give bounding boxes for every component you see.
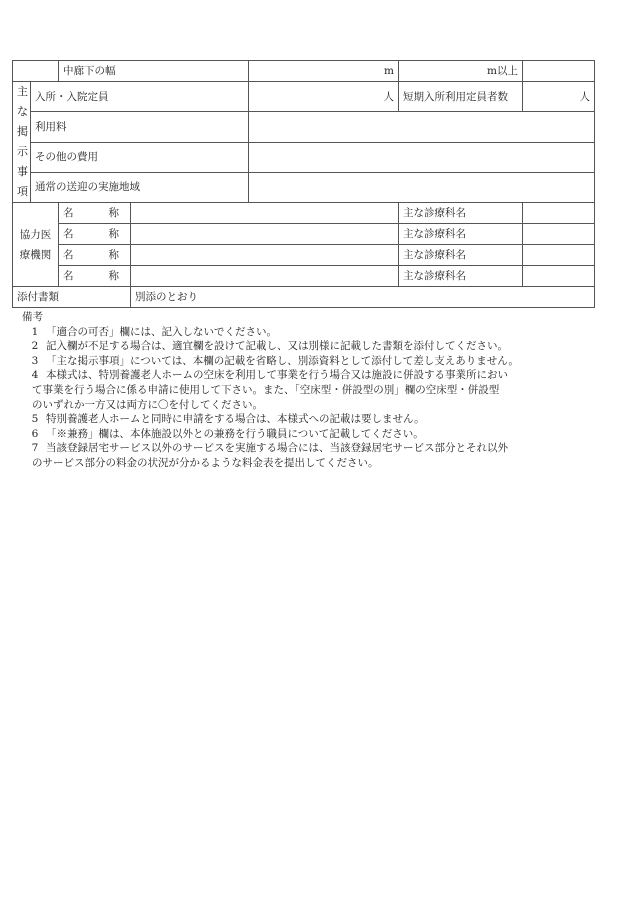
transport-row: [13, 172, 595, 202]
coop-row-1: [13, 203, 595, 224]
corridor-row: [13, 61, 595, 82]
coop-name-label: 名 称: [59, 266, 131, 287]
main-notice-items-label: 主 な 掲 示 事 項: [13, 82, 31, 203]
capacity-label: 入所・入院定員: [31, 82, 249, 112]
fee-row: [13, 112, 595, 142]
attachments-value: 別添のとおり: [131, 287, 595, 308]
other-cost-label: その他の費用: [31, 142, 249, 172]
corridor-unit: m: [384, 65, 394, 77]
coop-dept-label: 主な診療科名: [399, 203, 523, 224]
corridor-compliance-cell[interactable]: [523, 61, 595, 82]
coop-name-label: 名 称: [59, 203, 131, 224]
remark-item: 1 「適合の可否」欄には、記入しないでください。: [31, 325, 277, 338]
coop-name-field[interactable]: [131, 245, 399, 266]
other-cost-field[interactable]: [249, 142, 595, 172]
remark-continuation: のサービス部分の料金の状況が分かるような料金表を提出してください。: [32, 456, 379, 469]
remarks-heading: 備考: [22, 311, 43, 323]
short-stay-unit: 人: [579, 90, 590, 103]
coop-name-label: 名 称: [59, 245, 131, 266]
transport-area-label: 通常の送迎の実施地域: [31, 172, 249, 202]
attachments-label: 添付書類: [13, 287, 131, 308]
coop-name-field[interactable]: [131, 203, 399, 224]
corridor-min-width-field[interactable]: [399, 61, 523, 82]
coop-dept-label: 主な診療科名: [399, 266, 523, 287]
facility-details-table: [12, 60, 595, 308]
coop-dept-field[interactable]: [523, 203, 595, 224]
corridor-width-field[interactable]: [249, 61, 399, 82]
coop-dept-label: 主な診療科名: [399, 224, 523, 245]
remarks-section: [12, 310, 594, 471]
coop-row-4: [13, 266, 595, 287]
remark-continuation: のいずれか一方又は両方に〇を付してください。: [32, 398, 263, 411]
coop-dept-field[interactable]: [523, 266, 595, 287]
coop-name-field[interactable]: [131, 266, 399, 287]
corridor-unit2: m以上: [487, 65, 518, 77]
fee-field[interactable]: [249, 112, 595, 142]
coop-row-2: [13, 224, 595, 245]
remark-continuation: て事業を行う場合に係る申請に使用して下さい。また、「空床型・併設型の別」欄の空床型・併設型: [32, 383, 500, 396]
coop-dept-label: 主な診療科名: [399, 245, 523, 266]
corridor-blank-cell: [13, 61, 59, 82]
remark-item: 7 当該登録居宅サービス以外のサービスを実施する場合には、当該登録居宅サービス部分とそれ以外: [31, 442, 508, 455]
remark-item: 5 特別養護老人ホームと同時に申請をする場合は、本様式への記載は要しません。: [31, 413, 425, 426]
transport-area-field[interactable]: [249, 172, 595, 202]
short-stay-capacity-label: 短期入所利用定員者数: [399, 82, 523, 112]
capacity-unit: 人: [383, 90, 394, 103]
coop-dept-field[interactable]: [523, 245, 595, 266]
remark-item: 6 「※兼務」欄は、本体施設以外との兼務を行う職員について記載してください。: [31, 427, 424, 440]
coop-name-label: 名 称: [59, 224, 131, 245]
coop-dept-field[interactable]: [523, 224, 595, 245]
remark-item: 4 本様式は、特別養護老人ホームの空床を利用して事業を行う場合又は施設に併設する事業所におい: [31, 369, 508, 382]
fee-label: 利用料: [31, 112, 249, 142]
capacity-row: [13, 82, 595, 112]
application-form-sheet: [12, 60, 594, 471]
corridor-label: 中廊下の幅: [59, 61, 249, 82]
remark-item: 3 「主な掲示事項」については、本欄の記載を省略し、別添資料として添付して差し支えありません。: [31, 354, 519, 367]
attachments-row: [13, 287, 595, 308]
capacity-field[interactable]: [249, 82, 399, 112]
cooperating-medical-institution-label: 協力医 療機関: [13, 203, 59, 287]
coop-name-field[interactable]: [131, 224, 399, 245]
remark-item: 2 記入欄が不足する場合は、適宜欄を設けて記載し、又は別様に記載した書類を添付してください。: [31, 340, 508, 353]
short-stay-capacity-field[interactable]: [523, 82, 595, 112]
other-cost-row: [13, 142, 595, 172]
coop-row-3: [13, 245, 595, 266]
